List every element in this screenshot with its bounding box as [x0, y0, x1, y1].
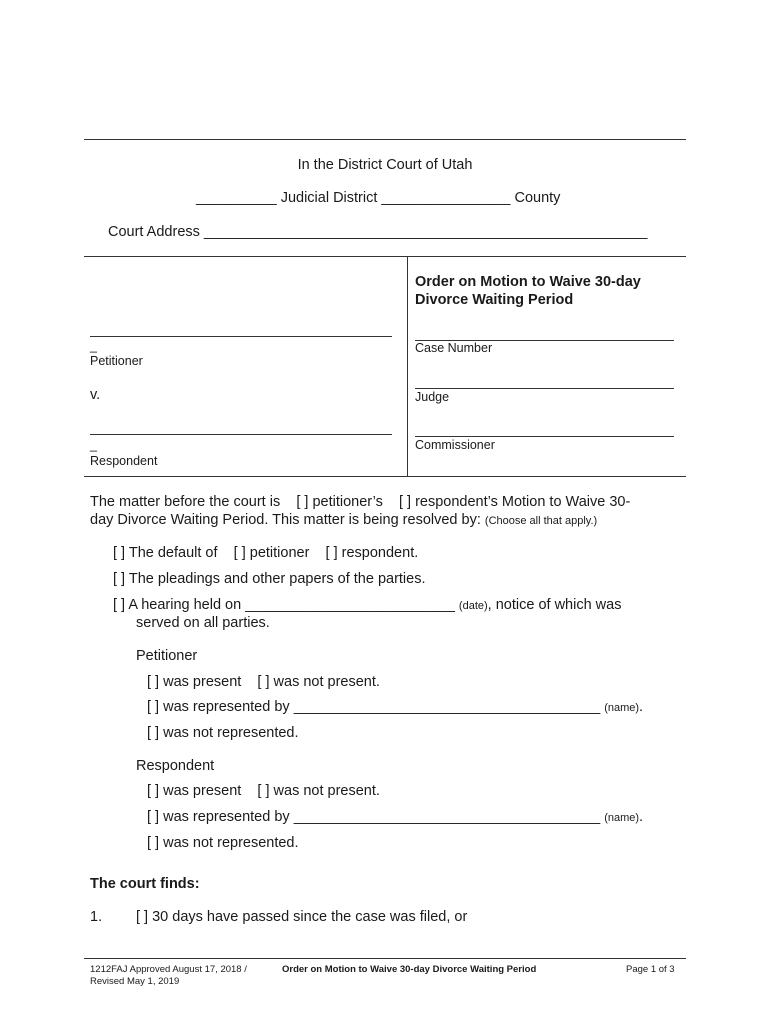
court-address-blank[interactable]: _______________________________________________________ [203, 224, 648, 240]
respondent-represented-checkbox[interactable]: [ ] was represented by [147, 809, 290, 825]
judge-line[interactable] [415, 388, 674, 389]
caption-bottom-rule [84, 476, 686, 477]
court-address-label: Court Address [108, 224, 200, 240]
caption-divider [407, 256, 408, 476]
court-address-line [108, 223, 647, 241]
matter-text-2: day Divorce Waiting Period. This matter is being resolved by: [90, 512, 481, 528]
period: . [639, 809, 644, 825]
choose-all-hint: (Choose all that apply.) [484, 515, 598, 527]
district-county-line [196, 189, 560, 207]
option-default [113, 544, 418, 562]
judge-label: Judge [415, 390, 450, 404]
petitioner-name-hint: (name) [604, 702, 640, 714]
header-top-rule [84, 139, 686, 140]
petitioner-attorney-blank[interactable]: ______________________________________ [293, 699, 601, 715]
respondent-present-checkbox[interactable]: [ ] was present [147, 783, 242, 799]
petitioner-not-represented[interactable]: [ ] was not represented. [147, 725, 299, 741]
petitioner-underscore: _ [90, 339, 97, 353]
caption-top-rule [84, 256, 686, 257]
petitioner-present-checkbox[interactable]: [ ] was present [147, 674, 242, 690]
footer-form-title: Order on Motion to Waive 30-day Divorce Waiting Period [282, 964, 537, 975]
respondent-label: Respondent [90, 454, 158, 468]
commissioner-label: Commissioner [415, 438, 495, 452]
option-pleadings[interactable]: [ ] The pleadings and other papers of the parties. [113, 571, 426, 587]
hearing-date-blank[interactable]: __________________________ [245, 597, 455, 613]
respondent-not-present-checkbox[interactable]: [ ] was not present. [257, 783, 380, 799]
court-finds-heading: The court finds: [90, 876, 200, 892]
petitioners-checkbox[interactable]: [ ] petitioner’s [296, 494, 383, 510]
date-hint: (date) [458, 600, 488, 612]
respondent-not-represented[interactable]: [ ] was not represented. [147, 835, 299, 851]
county-blank[interactable]: ________________ [381, 190, 511, 206]
matter-text: The matter before the court is [90, 494, 281, 510]
versus-label: v. [90, 387, 101, 403]
respondent-represented [147, 808, 643, 827]
option-hearing [113, 596, 621, 615]
petitioner-presence [147, 673, 380, 691]
default-checkbox[interactable]: [ ] The default of [113, 545, 218, 561]
respondent-presence [147, 782, 380, 800]
footer-rule [84, 958, 686, 959]
default-petitioner-checkbox[interactable]: [ ] petitioner [233, 545, 310, 561]
form-id-line-2: Revised May 1, 2019 [90, 976, 180, 987]
case-number-label: Case Number [415, 341, 493, 355]
respondent-line[interactable] [90, 434, 392, 435]
order-title-line1: Order on Motion to Waive 30-day [415, 274, 641, 290]
district-blank[interactable]: __________ [196, 190, 277, 206]
page-number: Page 1 of 3 [626, 964, 675, 975]
order-title-line2: Divorce Waiting Period [415, 292, 574, 308]
finding-item-1[interactable]: [ ] 30 days have passed since the case was filed, or [136, 909, 468, 925]
petitioner-represented-checkbox[interactable]: [ ] was represented by [147, 699, 290, 715]
petitioner-represented [147, 698, 643, 717]
hearing-checkbox[interactable]: [ ] A hearing held on [113, 597, 242, 613]
petitioner-label: Petitioner [90, 354, 143, 368]
form-id-line-1: 1212FAJ Approved August 17, 2018 / [90, 964, 247, 975]
respondents-checkbox[interactable]: [ ] respondent’s Motion to Waive 30- [398, 494, 631, 510]
petitioner-line[interactable] [90, 336, 392, 337]
commissioner-line[interactable] [415, 436, 674, 437]
period: . [639, 699, 644, 715]
finding-item-1-number: 1. [90, 909, 103, 925]
county-label: County [514, 190, 561, 206]
petitioner-heading: Petitioner [136, 648, 198, 664]
respondent-attorney-blank[interactable]: ______________________________________ [293, 809, 601, 825]
respondent-heading: Respondent [136, 758, 215, 774]
court-title: In the District Court of Utah [297, 157, 473, 173]
judicial-district-label: Judicial District [280, 190, 378, 206]
respondent-underscore: _ [90, 438, 97, 452]
matter-line-1 [90, 493, 630, 511]
hearing-line-2: served on all parties. [136, 615, 270, 631]
default-respondent-checkbox[interactable]: [ ] respondent. [325, 545, 419, 561]
matter-line-2 [90, 511, 597, 530]
hearing-notice-text: , notice of which was [487, 597, 622, 613]
respondent-name-hint: (name) [604, 812, 640, 824]
petitioner-not-present-checkbox[interactable]: [ ] was not present. [257, 674, 380, 690]
